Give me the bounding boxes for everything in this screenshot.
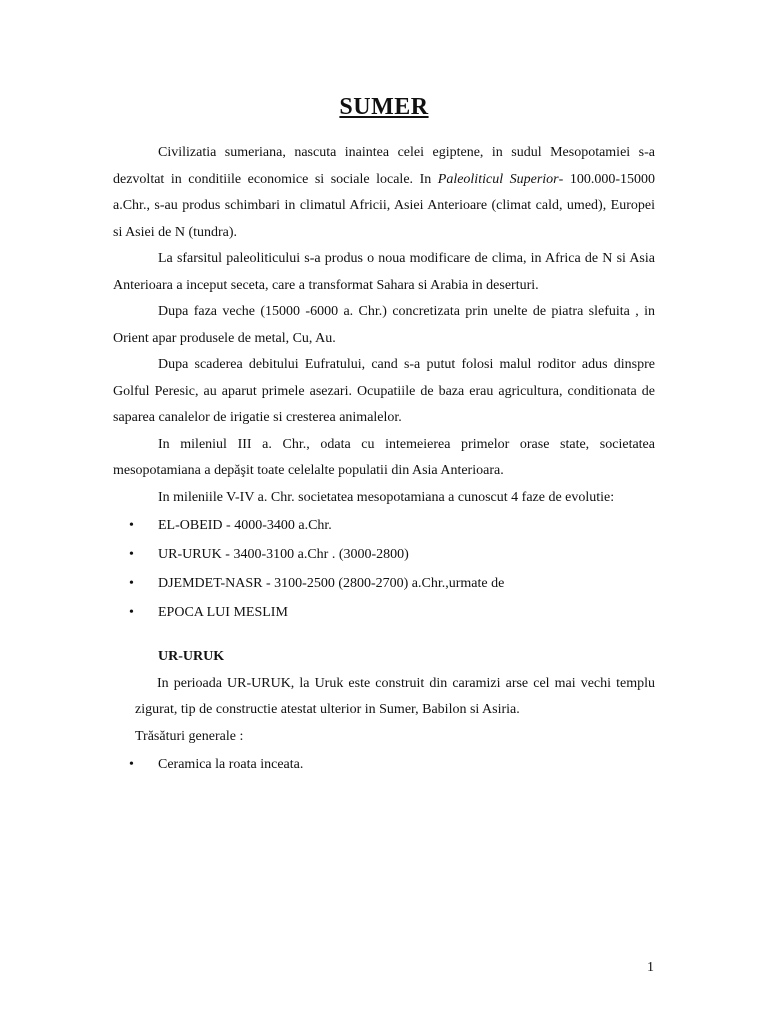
phases-list [113,511,655,627]
list-item: • Ceramica la roata inceata. [113,750,655,779]
page-number: 1 [647,960,654,975]
paragraph: Dupa scaderea debitului Eufratului, cand s-a putut folosi malul roditor adus dinspre Golful Peresic, au aparut primele asezari. Ocupatiile de baza erau agricultura, conditionata de saparea canalelor de irigatie si cresterea animalelor. [113,357,655,425]
document-body [113,140,655,779]
features-list [113,750,655,779]
paragraph [113,140,655,246]
paragraph-text: Civilizatia sumeriana, nascuta inaintea celei egiptene, in sudul Mesopotamiei s-a dezvoltat in conditiile economice si sociale locale. In [113,145,655,187]
page-title: SUMER [339,94,429,120]
paragraph: La sfarsitul paleoliticului s-a produs o noua modificare de clima, in Africa de N si Asia Anterioara a inceput seceta, care a transformat Sahara si Arabia in deserturi. [113,251,655,293]
paragraph: In perioada UR-URUK, la Uruk este construit din caramizi arse cel mai vechi templu zigurat, tip de constructie atestat ulterior in Sumer, Babilon si Asiria. [135,675,655,717]
paragraph: In mileniile V-IV a. Chr. societatea mesopotamiana a cunoscut 4 faze de evolutie: [158,489,615,505]
paragraph: Dupa faza veche (15000 -6000 a. Chr.) concretizata prin unelte de piatra slefuita , in Orient apar produsele de metal, Cu, Au. [113,304,655,346]
list-item: • EL-OBEID - 4000-3400 a.Chr. [113,511,655,540]
section-body [113,671,655,751]
list-item: • UR-URUK - 3400-3100 a.Chr . (3000-2800) [113,540,655,569]
paragraph: In mileniul III a. Chr., odata cu intemeierea primelor orase state, societatea mesopotamiana a depăşit toate celelalte populatii din Asia Anterioara. [113,436,655,478]
list-item: • EPOCA LUI MESLIM [113,598,655,627]
list-item: • DJEMDET-NASR - 3100-2500 (2800-2700) a.Chr.,urmate de [113,569,655,598]
features-label: Trăsături generale : [135,728,244,744]
italic-term: Paleoliticul Superior [437,171,559,187]
paragraph-text: - 100.000-15000 a.Chr., s-au produs schimbari in climatul Africii, Asiei Anterioare (climat cald, umed), Europei si Asiei de N (tundra). [113,171,655,240]
section-heading: UR-URUK [158,649,225,664]
